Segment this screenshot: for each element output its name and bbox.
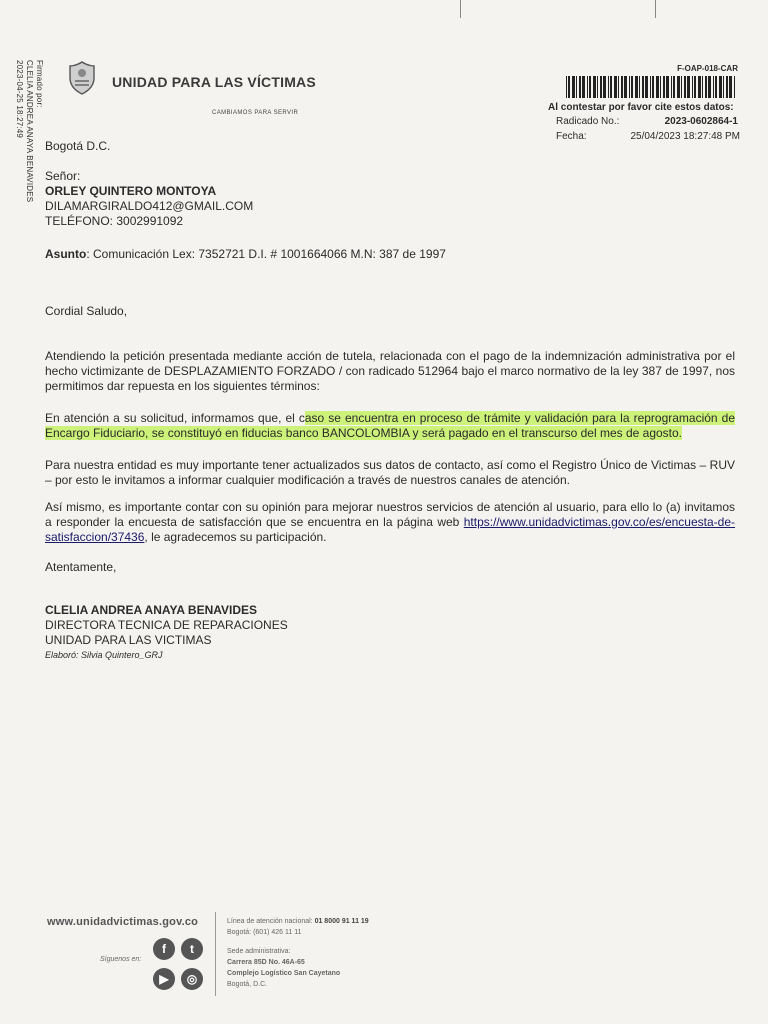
- barcode-bar: [663, 76, 665, 98]
- follow-us-label: Síguenos en:: [100, 956, 142, 963]
- barcode-bar: [677, 76, 680, 98]
- barcode-bar: [681, 76, 682, 98]
- barcode-bar: [723, 76, 724, 98]
- barcode-bar: [582, 76, 585, 98]
- barcode-bar: [608, 76, 609, 98]
- paragraph-status: [45, 411, 735, 441]
- barcode-bar: [650, 76, 651, 98]
- cite-instruction: Al contestar por favor cite estos datos:: [548, 102, 734, 113]
- hotline-label: Línea de atención nacional:: [227, 918, 315, 925]
- barcode-bar: [600, 76, 602, 98]
- footer-city: Bogotá, D.C.: [227, 981, 268, 988]
- youtube-icon[interactable]: ▶: [153, 968, 175, 990]
- scan-edge-mark: [655, 0, 656, 18]
- barcode-bar: [673, 76, 675, 98]
- stamp-line-3: 2023-04-25 18:27:49: [15, 60, 24, 139]
- barcode-bar: [566, 76, 567, 98]
- barcode-bar: [666, 76, 669, 98]
- barcode-bar: [671, 76, 672, 98]
- barcode-bar: [702, 76, 703, 98]
- barcode-bar: [614, 76, 617, 98]
- org-name: UNIDAD PARA LAS VÍCTIMAS: [112, 74, 316, 90]
- prepared-by: Elaboró: Silvia Quintero_GRJ: [45, 650, 163, 660]
- org-logo: [60, 58, 330, 128]
- barcode-bar: [705, 76, 707, 98]
- subject-text: : Comunicación Lex: 7352721 D.I. # 1001664066 M.N: 387 de 1997: [86, 247, 446, 261]
- barcode-bar: [713, 76, 714, 98]
- barcode-bar: [734, 76, 735, 98]
- barcode-bar: [635, 76, 638, 98]
- barcode-bar: [656, 76, 659, 98]
- signer-role: DIRECTORA TECNICA DE REPARACIONES: [45, 618, 288, 632]
- barcode-bar: [687, 76, 690, 98]
- survey-text-end: , le agradecemos su participación.: [144, 530, 327, 544]
- barcode-bar: [593, 76, 596, 98]
- barcode-bar: [629, 76, 630, 98]
- stamp-line-1: Firmado por:: [35, 60, 44, 108]
- recipient-title: Señor:: [45, 169, 81, 183]
- highlighted-status-text: aso se encuentra en proceso de trámite y validación para la reprogramación de Encargo Fiduciario, se constituyó en fiducias banco BANCOLOMBIA y será pagado en el transcurso del mes de agosto.: [45, 411, 736, 440]
- instagram-icon[interactable]: ◎: [181, 968, 203, 990]
- barcode-bar: [719, 76, 722, 98]
- paragraph-contact-update: Para nuestra entidad es muy importante tener actualizados sus datos de contacto, así como el Registro Único de Victimas – RUV – por esto le invitamos a informar cualquier modificación a través de nuestros canales de atención.: [45, 458, 735, 487]
- subject-label: Asunto: [45, 247, 87, 261]
- org-tagline: CAMBIAMOS PARA SERVIR: [212, 110, 299, 116]
- barcode: [566, 76, 738, 98]
- scan-edge-mark: [460, 0, 461, 18]
- hotline-number: 01 8000 91 11 19: [314, 918, 369, 925]
- stamp-line-2: CLELIA ANDREA ANAYA BENAVIDES: [25, 60, 34, 203]
- barcode-bar: [568, 76, 570, 98]
- barcode-bar: [694, 76, 696, 98]
- barcode-bar: [576, 76, 577, 98]
- twitter-icon[interactable]: t: [181, 938, 203, 960]
- recipient-phone: TELÉFONO: 3002991092: [45, 214, 184, 228]
- barcode-bar: [645, 76, 648, 98]
- barcode-bar: [597, 76, 598, 98]
- coat-of-arms-icon: [66, 60, 98, 96]
- barcode-bar: [610, 76, 612, 98]
- paragraph-status-start: En atención a su solicitud, informamos que, el c: [45, 411, 305, 425]
- paragraph-survey: [45, 500, 735, 545]
- footer-complex: Complejo Logístico San Cayetano: [227, 970, 341, 977]
- footer-bogota-phone: Bogotá: (601) 426 11 11: [227, 929, 302, 936]
- barcode-bar: [684, 76, 686, 98]
- recipient-block: [45, 169, 735, 229]
- footer-hotline: [227, 918, 369, 925]
- form-code: F-OAP-018-CAR: [677, 64, 738, 73]
- barcode-bar: [715, 76, 717, 98]
- barcode-bar: [603, 76, 606, 98]
- footer-website[interactable]: www.unidadvictimas.gov.co: [47, 916, 199, 928]
- barcode-bar: [618, 76, 619, 98]
- barcode-bar: [589, 76, 591, 98]
- barcode-bar: [726, 76, 728, 98]
- barcode-bar: [579, 76, 581, 98]
- signer-org: UNIDAD PARA LAS VICTIMAS: [45, 633, 212, 647]
- footer-divider: [215, 912, 216, 996]
- barcode-bar: [692, 76, 693, 98]
- recipient-name: ORLEY QUINTERO MONTOYA: [45, 184, 217, 198]
- barcode-bar: [708, 76, 711, 98]
- radicado-number: 2023-0602864-1: [664, 116, 738, 127]
- barcode-bar: [621, 76, 623, 98]
- barcode-bar: [631, 76, 633, 98]
- footer-hq-label: Sede administrativa:: [227, 948, 291, 955]
- survey-text: Así mismo, es importante contar con su opinión para mejorar nuestros servicios de atención al usuario, para ello lo (a) invitamos a responder la encuesta de satisfacción que se encuentra en la página web: [45, 500, 735, 529]
- footer-address: Carrera 85D No. 46A-65: [227, 959, 305, 966]
- digital-signature-stamp: [10, 60, 50, 203]
- barcode-bar: [698, 76, 701, 98]
- radicado-label: Radicado No.:: [556, 116, 620, 127]
- date-value: 25/04/2023 18:27:48 PM: [630, 131, 740, 142]
- barcode-bar: [642, 76, 644, 98]
- barcode-bar: [572, 76, 575, 98]
- city: Bogotá D.C.: [45, 139, 111, 153]
- facebook-icon[interactable]: f: [153, 938, 175, 960]
- barcode-bar: [639, 76, 640, 98]
- page-footer: [45, 912, 465, 1002]
- barcode-bar: [660, 76, 661, 98]
- barcode-bar: [652, 76, 654, 98]
- signature-block: [45, 603, 735, 663]
- signer-name: CLELIA ANDREA ANAYA BENAVIDES: [45, 603, 258, 617]
- greeting: Cordial Saludo,: [45, 304, 128, 318]
- recipient-email: DILAMARGIRALDO412@GMAIL.COM: [45, 199, 254, 213]
- subject-line: [45, 247, 735, 262]
- closing: Atentamente,: [45, 560, 117, 574]
- barcode-bar: [587, 76, 588, 98]
- date-label: Fecha:: [556, 131, 587, 142]
- barcode-bar: [624, 76, 627, 98]
- barcode-bar: [729, 76, 732, 98]
- paragraph-petition: Atendiendo la petición presentada mediante acción de tutela, relacionada con el pago de la indemnización administrativa por el hecho victimizante de DESPLAZAMIENTO FORZADO / con radicado 512964 bajo el marco normativo de la ley 387 de 1997, nos permitimos dar repuesta en los siguientes términos:: [45, 349, 735, 393]
- survey-link[interactable]: https://www.unidadvictimas.gov.co/es/encuesta-de-satisfaccion/37436: [45, 515, 735, 544]
